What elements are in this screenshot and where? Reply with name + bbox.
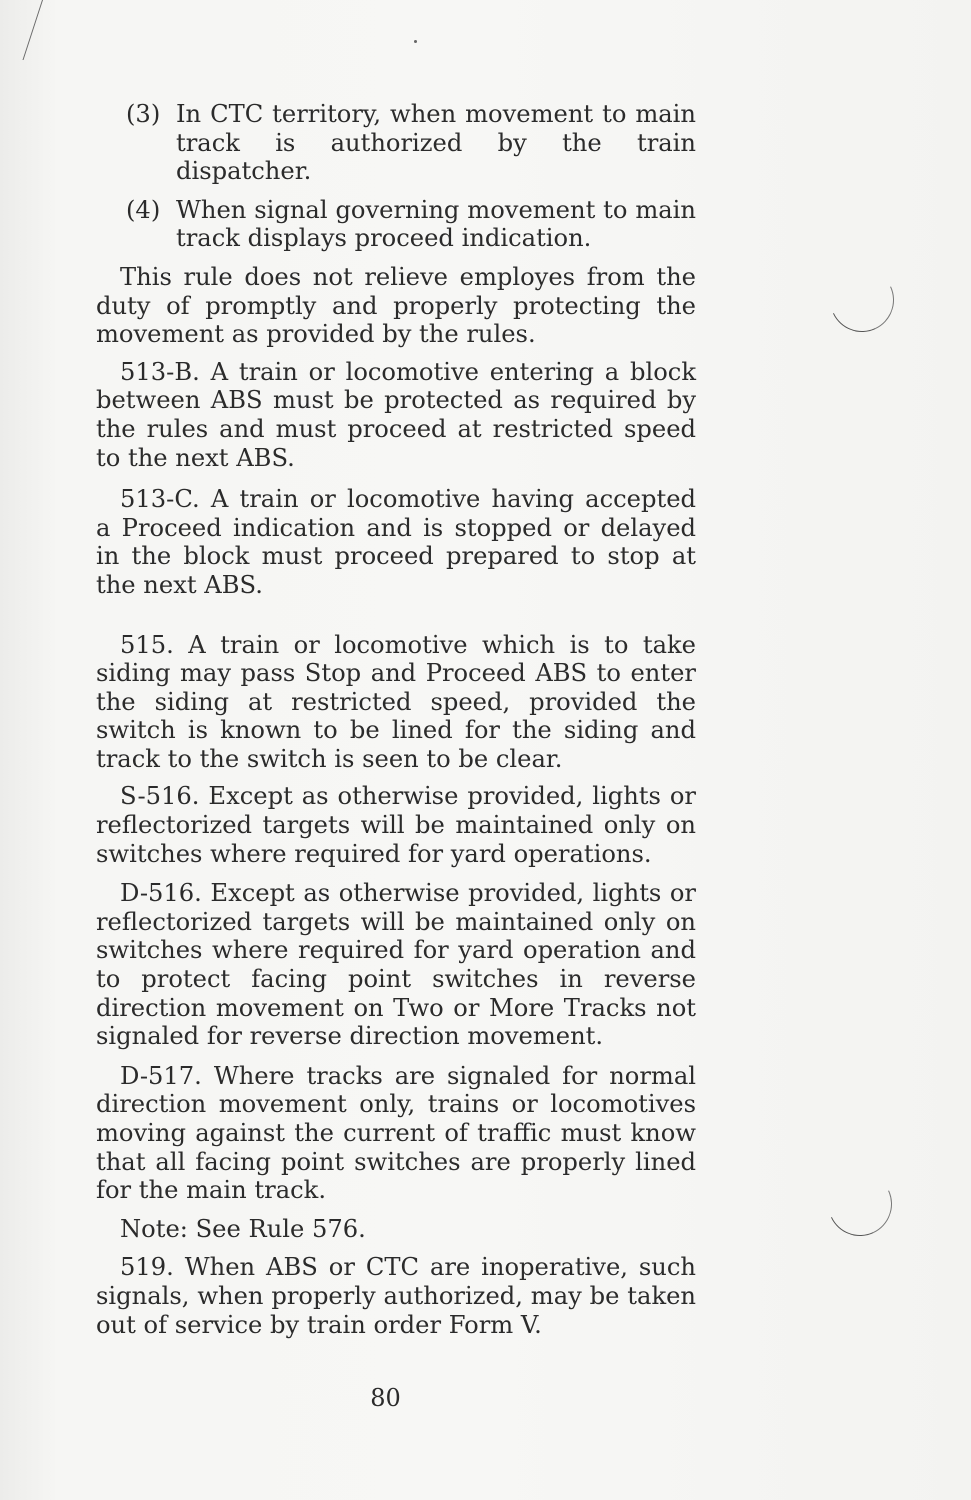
- rule-d-517: D-517. Where tracks are signaled for normal direction movement only, trains or locomotives moving against the current of traffic must know that all facing point switches are properly lined for the main track.: [96, 1061, 696, 1205]
- rule-519: 519. When ABS or CTC are inoperative, such signals, when properly authorized, may be taken out of service by train order Form V.: [96, 1253, 696, 1339]
- rule-text-block: [96, 100, 696, 1339]
- note-rule-576: Note: See Rule 576.: [120, 1214, 366, 1243]
- list-item-3: [96, 100, 696, 186]
- rule-515: 515. A train or locomotive which is to take siding may pass Stop and Proceed ABS to enter the siding at restricted speed, provided the switch is known to be lined for the siding and track to the switch is seen to be clear.: [96, 630, 696, 773]
- rule-d-516: D-516. Except as otherwise provided, lights or reflectorized targets will be maintained only on switches where required for yard operation and to protect facing point switches in reverse direction movement on Two or More Tracks not signaled for reverse direction movement.: [96, 879, 696, 1051]
- page-corner-fold: [0, 0, 43, 60]
- page-number: 80: [370, 1384, 401, 1412]
- item-text: In CTC territory, when movement to main track is authorized by the train dispatcher.: [176, 100, 696, 186]
- rule-513-b: 513-B. A train or locomotive entering a block between ABS must be protected as required by the rules and must proceed at restricted speed to the next ABS.: [96, 357, 696, 472]
- list-item-4: [96, 196, 696, 253]
- item-text: When signal governing movement to main track displays proceed indication.: [176, 195, 696, 253]
- binder-hole-lower: [819, 1163, 901, 1245]
- rule-s-516: S-516. Except as otherwise provided, lights or reflectorized targets will be maintained only on switches where required for yard operations.: [96, 782, 696, 868]
- binder-hole-upper: [821, 259, 903, 341]
- paragraph-not-relieve: This rule does not relieve employes from the duty of promptly and properly protecting the movement as provided by the rules.: [96, 262, 696, 349]
- speck: [414, 40, 417, 43]
- item-number: (4): [126, 195, 161, 224]
- item-number: (3): [126, 100, 161, 128]
- rule-513-c: 513-C. A train or locomotive having accepted a Proceed indication and is stopped or delayed in the block must proceed prepared to stop at the next ABS.: [96, 485, 696, 599]
